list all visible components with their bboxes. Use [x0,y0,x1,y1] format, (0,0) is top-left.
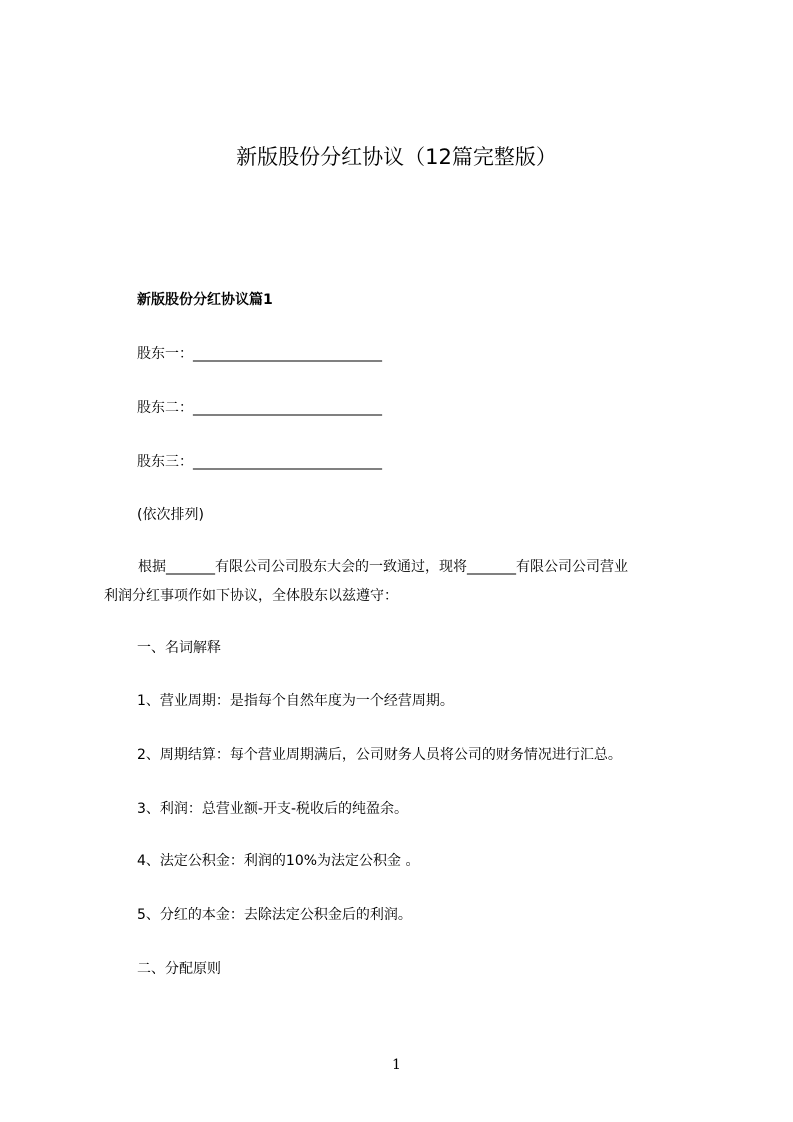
intro-line-1: 根据_______有限公司公司股东大会的一致通过，现将_______有限公司公司营业 [138,559,628,575]
section-heading: 新版股份分红协议篇1 [137,292,273,308]
shareholder-2-field: 股东二：___________________________ [137,400,382,416]
page-number: 1 [392,1057,401,1073]
intro-paragraph [104,553,704,611]
part-1-heading: 一、名词解释 [137,640,221,656]
shareholder-3-field: 股东三：___________________________ [137,454,382,470]
term-4: 4、法定公积金：利润的10%为法定公积金 。 [137,853,420,869]
term-2: 2、周期结算：每个营业周期满后，公司财务人员将公司的财务情况进行汇总。 [137,747,622,763]
intro-line-2: 利润分红事项作如下协议，全体股东以兹遵守： [104,588,398,604]
shareholder-1-field: 股东一：___________________________ [137,346,382,362]
term-3: 3、利润：总营业额-开支-税收后的纯盈余。 [137,801,409,817]
order-note: (依次排列) [137,507,204,523]
part-2-heading: 二、分配原则 [137,961,221,977]
document-title: 新版股份分红协议（12篇完整版） [236,145,557,169]
term-5: 5、分红的本金：去除法定公积金后的利润。 [137,907,412,923]
term-1: 1、营业周期：是指每个自然年度为一个经营周期。 [137,693,454,709]
